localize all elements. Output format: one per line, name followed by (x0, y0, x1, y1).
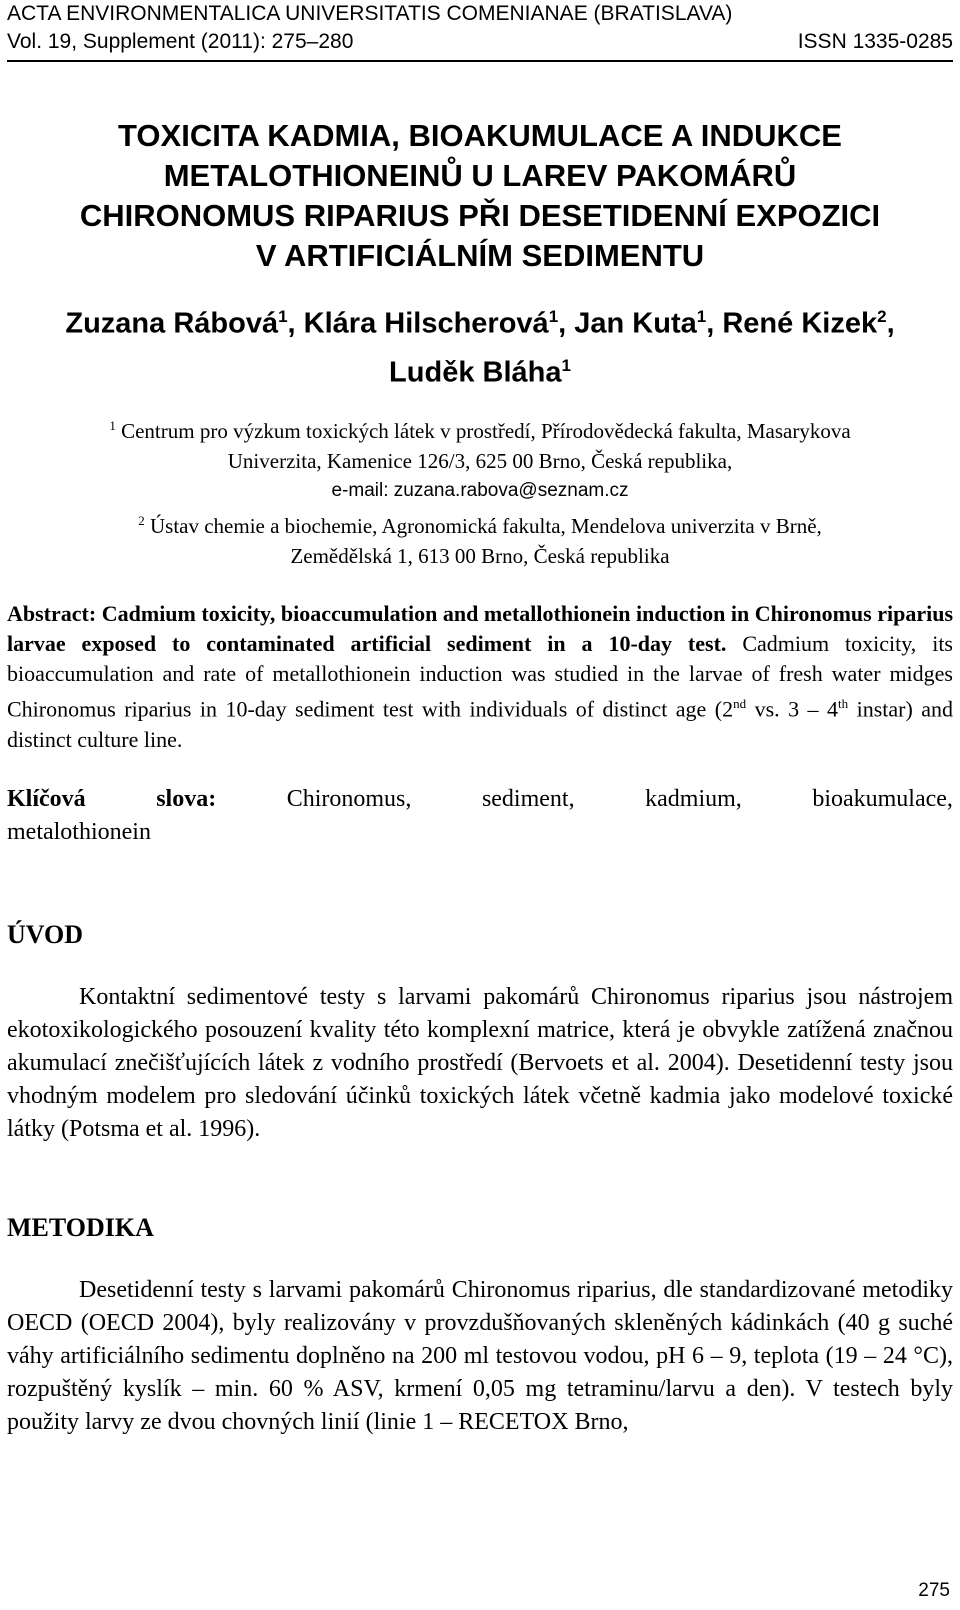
affiliation-2-line (7, 506, 953, 541)
title-line: TOXICITA KADMIA, BIOAKUMULACE A INDUKCE (118, 118, 842, 153)
keyword: sediment, (481, 785, 575, 812)
abstract-text: Cadmium toxicity, its bioaccumulation and rate of metallothionein induction was studied in the larvae of fresh water midges Chironomus riparius in 10-day sediment test with individuals of distinct age (2 (7, 631, 953, 722)
page-number: 275 (918, 1580, 950, 1601)
abstract-text: vs. 3 – 4 (754, 696, 839, 722)
section-paragraph (7, 981, 953, 1146)
journal-header (7, 0, 953, 62)
abstract-label: Abstract: (7, 601, 97, 627)
journal-name: ACTA ENVIRONMENTALICA UNIVERSITATIS COMENIANAE (BRATISLAVA) (7, 2, 733, 25)
author-affiliation-mark: 1 (548, 307, 559, 326)
keyword: Chironomus, (286, 785, 412, 812)
author-name: Zuzana Rábová (65, 307, 279, 340)
author-name: Klára Hilscherová (303, 307, 549, 340)
section-heading-uvod: ÚVOD (7, 919, 84, 949)
abstract-superscript: th (838, 696, 849, 712)
title-line: CHIRONOMUS RIPARIUS PŘI DESETIDENNÍ EXPOZICI (79, 198, 881, 233)
author-list: Zuzana Rábová$^1$, Klára Hilscherová$^1$, Jan Kuta$^1$, René Kizek$^2$, Luděk Bláha$^1$ (65, 307, 895, 389)
paper-title (7, 116, 953, 276)
keywords-label: Klíčová (7, 785, 86, 812)
affiliation-1-line (7, 411, 953, 446)
affiliation-text: Ústav chemie a biochemie, Agronomická fakulta, Mendelova univerzita v Brně, (149, 514, 822, 539)
affiliation-number: 1 (109, 418, 116, 434)
header-journal-row (7, 0, 953, 28)
keyword: metalothionein (7, 818, 151, 845)
affiliation-number: 2 (138, 513, 145, 529)
header-rule (7, 60, 953, 62)
paragraph-text: Kontaktní sedimentové testy s larvami pakomárů Chironomus riparius jsou nástrojem ekotoxikologického posouzení kvality této komplexní matrice, která je obvykle zatížená značnou akumulací znečišťujících látek z vodního prostředí (Bervoets et al. 2004). Desetidenní testy jsou vhodným modelem pro sledování účinků toxických látek včetně kadmia jako modelové toxické látky (Potsma et al. 1996). (7, 983, 953, 1142)
keywords-row (7, 783, 953, 816)
author-affiliation-mark: 1 (561, 355, 571, 375)
abstract-english-title: Cadmium toxicity, bioaccumulation and metallothionein induction in Chironomus riparius larvae exposed to contaminated artificial sediment in a 10-day test. (7, 601, 954, 657)
affiliation-text: Centrum pro výzkum toxických látek v prostředí, Přírodovědecká fakulta, Masarykova (121, 419, 851, 444)
abstract (7, 599, 953, 754)
keyword: kadmium, (645, 785, 742, 812)
paper-page (7, 0, 953, 1439)
author-name: Luděk Bláha (389, 356, 562, 389)
header-volume-row (7, 28, 953, 56)
keyword: bioakumulace, (812, 785, 953, 812)
contact-email[interactable]: e-mail: zuzana.rabova@seznam.cz (331, 480, 629, 502)
section-paragraph (7, 1274, 953, 1439)
abstract-text: instar) and distinct culture line. (7, 696, 954, 752)
affiliations (7, 411, 953, 571)
section-heading-metodika: METODIKA (7, 1212, 154, 1242)
abstract-superscript: nd (733, 696, 747, 712)
affiliation-text: Zemědělská 1, 613 00 Brno, Česká republika (290, 544, 670, 569)
title-line: METALOTHIONEINŮ U LAREV PAKOMÁRŮ (163, 158, 797, 193)
author-name: René Kizek (722, 307, 878, 340)
author-name: Jan Kuta (574, 307, 697, 340)
keywords (7, 783, 953, 849)
journal-issn: ISSN 1335-0285 (797, 30, 953, 53)
paragraph-text: Desetidenní testy s larvami pakomárů Chironomus riparius, dle standardizované metodiky OECD (OECD 2004), byly realizovány v provzdušňovaných skleněných kádinkách (40 g suché váhy artificiálního sedimentu doplněno na 200 ml testovou vodou, pH 6 – 9, teplota (19 – 24 °C), rozpuštěný kyslík – min. 60 % ASV, krmení 0,05 mg tetraminu/larvu a den). V testech byly použity larvy ze dvou chovných linií (linie 1 – RECETOX Brno, (7, 1276, 953, 1435)
journal-volume: Vol. 19, Supplement (2011): 275–280 (7, 30, 354, 53)
affiliation-text: Univerzita, Kamenice 126/3, 625 00 Brno, Česká republika, (227, 449, 733, 474)
author-affiliation-mark: 1 (696, 307, 707, 326)
keywords-label: slova: (156, 785, 217, 812)
author-affiliation-mark: 1 (278, 307, 288, 326)
author-affiliation-mark: 2 (877, 307, 887, 326)
title-line: V ARTIFICIÁLNÍM SEDIMENTU (255, 238, 705, 273)
